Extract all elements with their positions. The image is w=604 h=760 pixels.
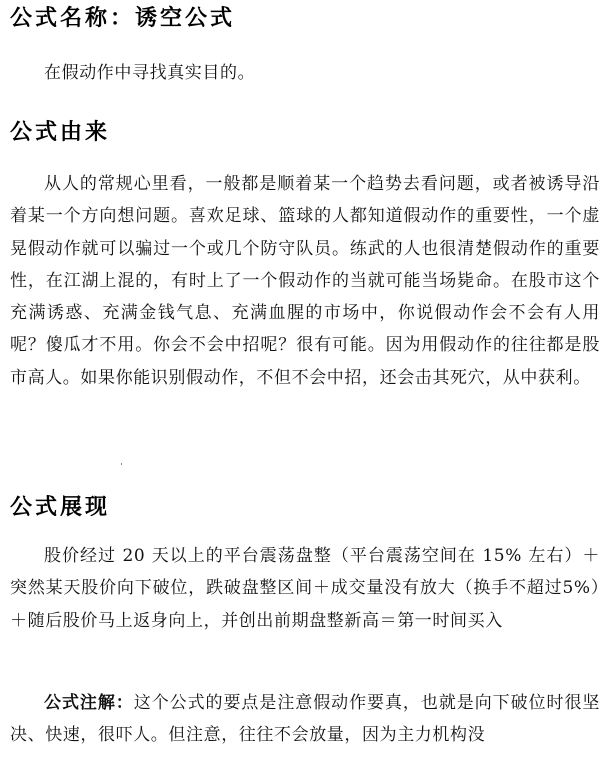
- formula-note-label: 公式注解: [44, 693, 116, 713]
- scan-artifact-dot: [121, 463, 122, 465]
- formula-note-colon: ：: [115, 693, 134, 713]
- formula-display-paragraph: 股价经过 20 天以上的平台震荡盘整（平台震荡空间在 15% 左右）＋突然某天股价向下破位，跌破盘整区间＋成交量没有放大（换手不超过5%）＋随后股价马上返身向上，并创出前期盘整新高＝第一时间买入: [10, 546, 600, 631]
- formula-note-paragraph: [10, 687, 600, 752]
- section-heading-formula-display: 公式展现: [10, 495, 111, 520]
- formula-origin-paragraph: 从人的常规心里看，一般都是顺着某一个趋势去看问题，或者被诱导沿着某一个方向想问题。喜欢足球、篮球的人都知道假动作的重要性，一个虚晃假动作就可以骗过一个或几个防守队员。练武的人也很清楚假动作的重要性，在江湖上混的，有时上了一个假动作的当就可能当场毙命。在股市这个充满诱惑、充满金钱气息、充满血腥的市场中，你说假动作会不会有人用呢？傻瓜才不用。你会不会中招呢？很有可能。因为用假动作的往往都是股市高人。如果你能识别假动作，不但不会中招，还会击其死穴，从中获利。: [10, 174, 600, 388]
- formula-note-text: 这个公式的要点是注意假动作要真，也就是向下破位时很坚决、快速，很吓人。但注意，往往不会放量，因为主力机构没: [10, 693, 600, 746]
- formula-purpose-paragraph: 在假动作中寻找真实目的。: [44, 63, 256, 83]
- section-heading-formula-origin: 公式由来: [10, 120, 111, 145]
- section-heading-formula-name: 公式名称：诱空公式: [10, 6, 236, 31]
